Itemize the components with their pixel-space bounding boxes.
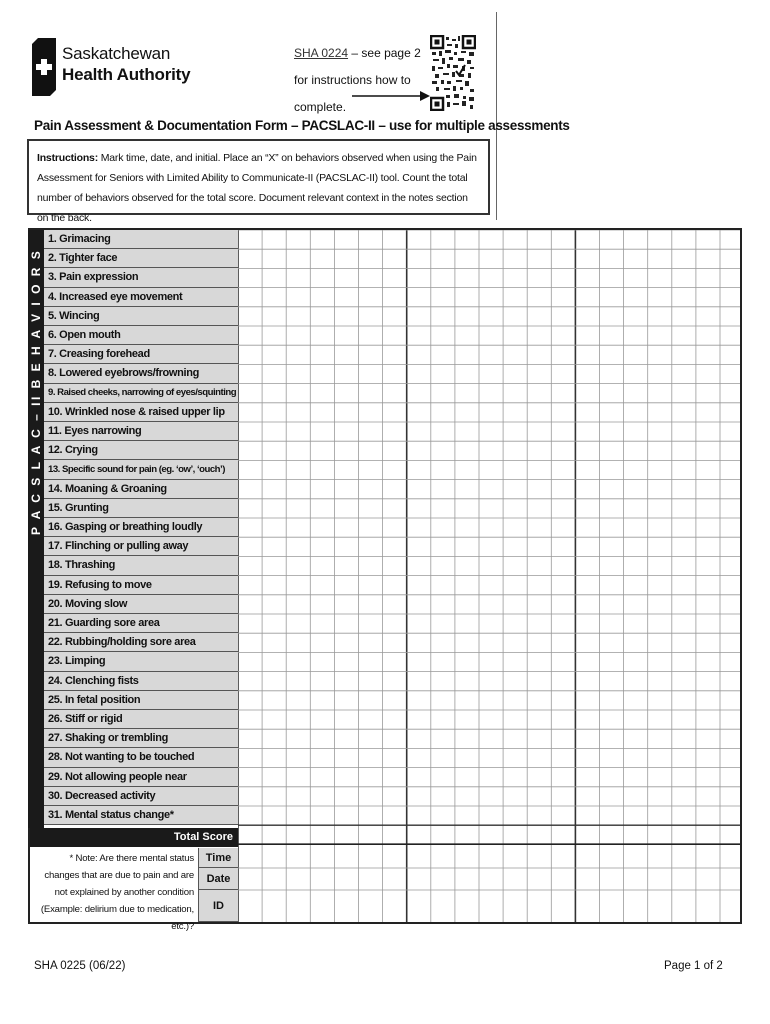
instructions-label: Instructions: bbox=[37, 152, 98, 164]
behavior-label: 18. Thrashing bbox=[44, 556, 238, 575]
instructions-text: Mark time, date, and initial. Place an “X” on behaviors observed when using the Pain Assessment for Seniors with Limited Ability to Communicate-II (PACSLAC-II) tool. Count the total number of behaviors observed for the total score. Document relevant context in the notes section on the back. bbox=[37, 152, 477, 224]
behavior-label: 8. Lowered eyebrows/frowning bbox=[44, 364, 238, 383]
behavior-label: 1. Grimacing bbox=[44, 230, 238, 249]
org-name-line1: Saskatchewan bbox=[62, 44, 171, 63]
behavior-label: 31. Mental status change* bbox=[44, 806, 238, 825]
form-code: SHA 0225 (06/22) bbox=[34, 960, 126, 972]
behavior-label: 12. Crying bbox=[44, 441, 238, 460]
behavior-label: 16. Gasping or breathing loudly bbox=[44, 518, 238, 537]
ref-line1-rest: – see page 2 bbox=[348, 46, 421, 60]
behavior-label: 7. Creasing forehead bbox=[44, 345, 238, 364]
behavior-label: 15. Grunting bbox=[44, 499, 238, 518]
behavior-label: 22. Rubbing/holding sore area bbox=[44, 633, 238, 652]
behavior-label: 2. Tighter face bbox=[44, 249, 238, 268]
behavior-label: 25. In fetal position bbox=[44, 691, 238, 710]
ref-line2: for instructions how to bbox=[294, 73, 411, 87]
behavior-label: 24. Clenching fists bbox=[44, 672, 238, 691]
form-title: Pain Assessment & Documentation Form – PACSLAC-II – use for multiple assessments bbox=[34, 118, 570, 133]
sha-logo-icon bbox=[32, 38, 56, 96]
tdi-label-date: Date bbox=[198, 868, 238, 890]
arrow-right-icon bbox=[352, 89, 430, 103]
instructions-reference bbox=[294, 40, 434, 121]
tdi-label-id: ID bbox=[198, 890, 238, 922]
qr-code-icon[interactable] bbox=[430, 35, 476, 111]
behavior-label: 4. Increased eye movement bbox=[44, 288, 238, 307]
entry-cell-grid[interactable] bbox=[238, 230, 740, 922]
behavior-label: 9. Raised cheeks, narrowing of eyes/squinting bbox=[44, 384, 238, 403]
instructions-box bbox=[27, 139, 490, 224]
behavior-label: 19. Refusing to move bbox=[44, 576, 238, 595]
org-name-line2: Health Authority bbox=[62, 65, 191, 84]
behavior-label: 14. Moaning & Groaning bbox=[44, 480, 238, 499]
behavior-label: 20. Moving slow bbox=[44, 595, 238, 614]
sha-0224-link[interactable]: SHA 0224 bbox=[294, 46, 349, 60]
behavior-label: 30. Decreased activity bbox=[44, 787, 238, 806]
behavior-label: 21. Guarding sore area bbox=[44, 614, 238, 633]
behavior-label: 29. Not allowing people near bbox=[44, 768, 238, 787]
mental-status-note: * Note: Are there mental status changes that are due to pain and are not explained by another condition (Example: delirium due to medication, etc.)? bbox=[40, 853, 194, 932]
behavior-label: 6. Open mouth bbox=[44, 326, 238, 345]
behavior-label: 5. Wincing bbox=[44, 307, 238, 326]
behavior-label: 10. Wrinkled nose & raised upper lip bbox=[44, 403, 238, 422]
sha-logo bbox=[32, 38, 212, 98]
behavior-label: 11. Eyes narrowing bbox=[44, 422, 238, 441]
behavior-label: 17. Flinching or pulling away bbox=[44, 537, 238, 556]
behavior-label: 26. Stiff or rigid bbox=[44, 710, 238, 729]
behavior-label: 13. Specific sound for pain (eg. ‘ow’, ‘ouch’) bbox=[44, 460, 238, 479]
tdi-label-time: Time bbox=[198, 848, 238, 868]
behavior-label: 28. Not wanting to be touched bbox=[44, 748, 238, 767]
ref-line3: complete. bbox=[294, 100, 347, 114]
behavior-label: 27. Shaking or trembling bbox=[44, 729, 238, 748]
behavior-label: 23. Limping bbox=[44, 652, 238, 671]
header-divider bbox=[496, 12, 497, 220]
page-number: Page 1 of 2 bbox=[664, 960, 723, 972]
pacslac-behaviors-side-text bbox=[29, 521, 43, 535]
behavior-label: 3. Pain expression bbox=[44, 268, 238, 287]
total-score-label: Total Score bbox=[30, 828, 238, 847]
